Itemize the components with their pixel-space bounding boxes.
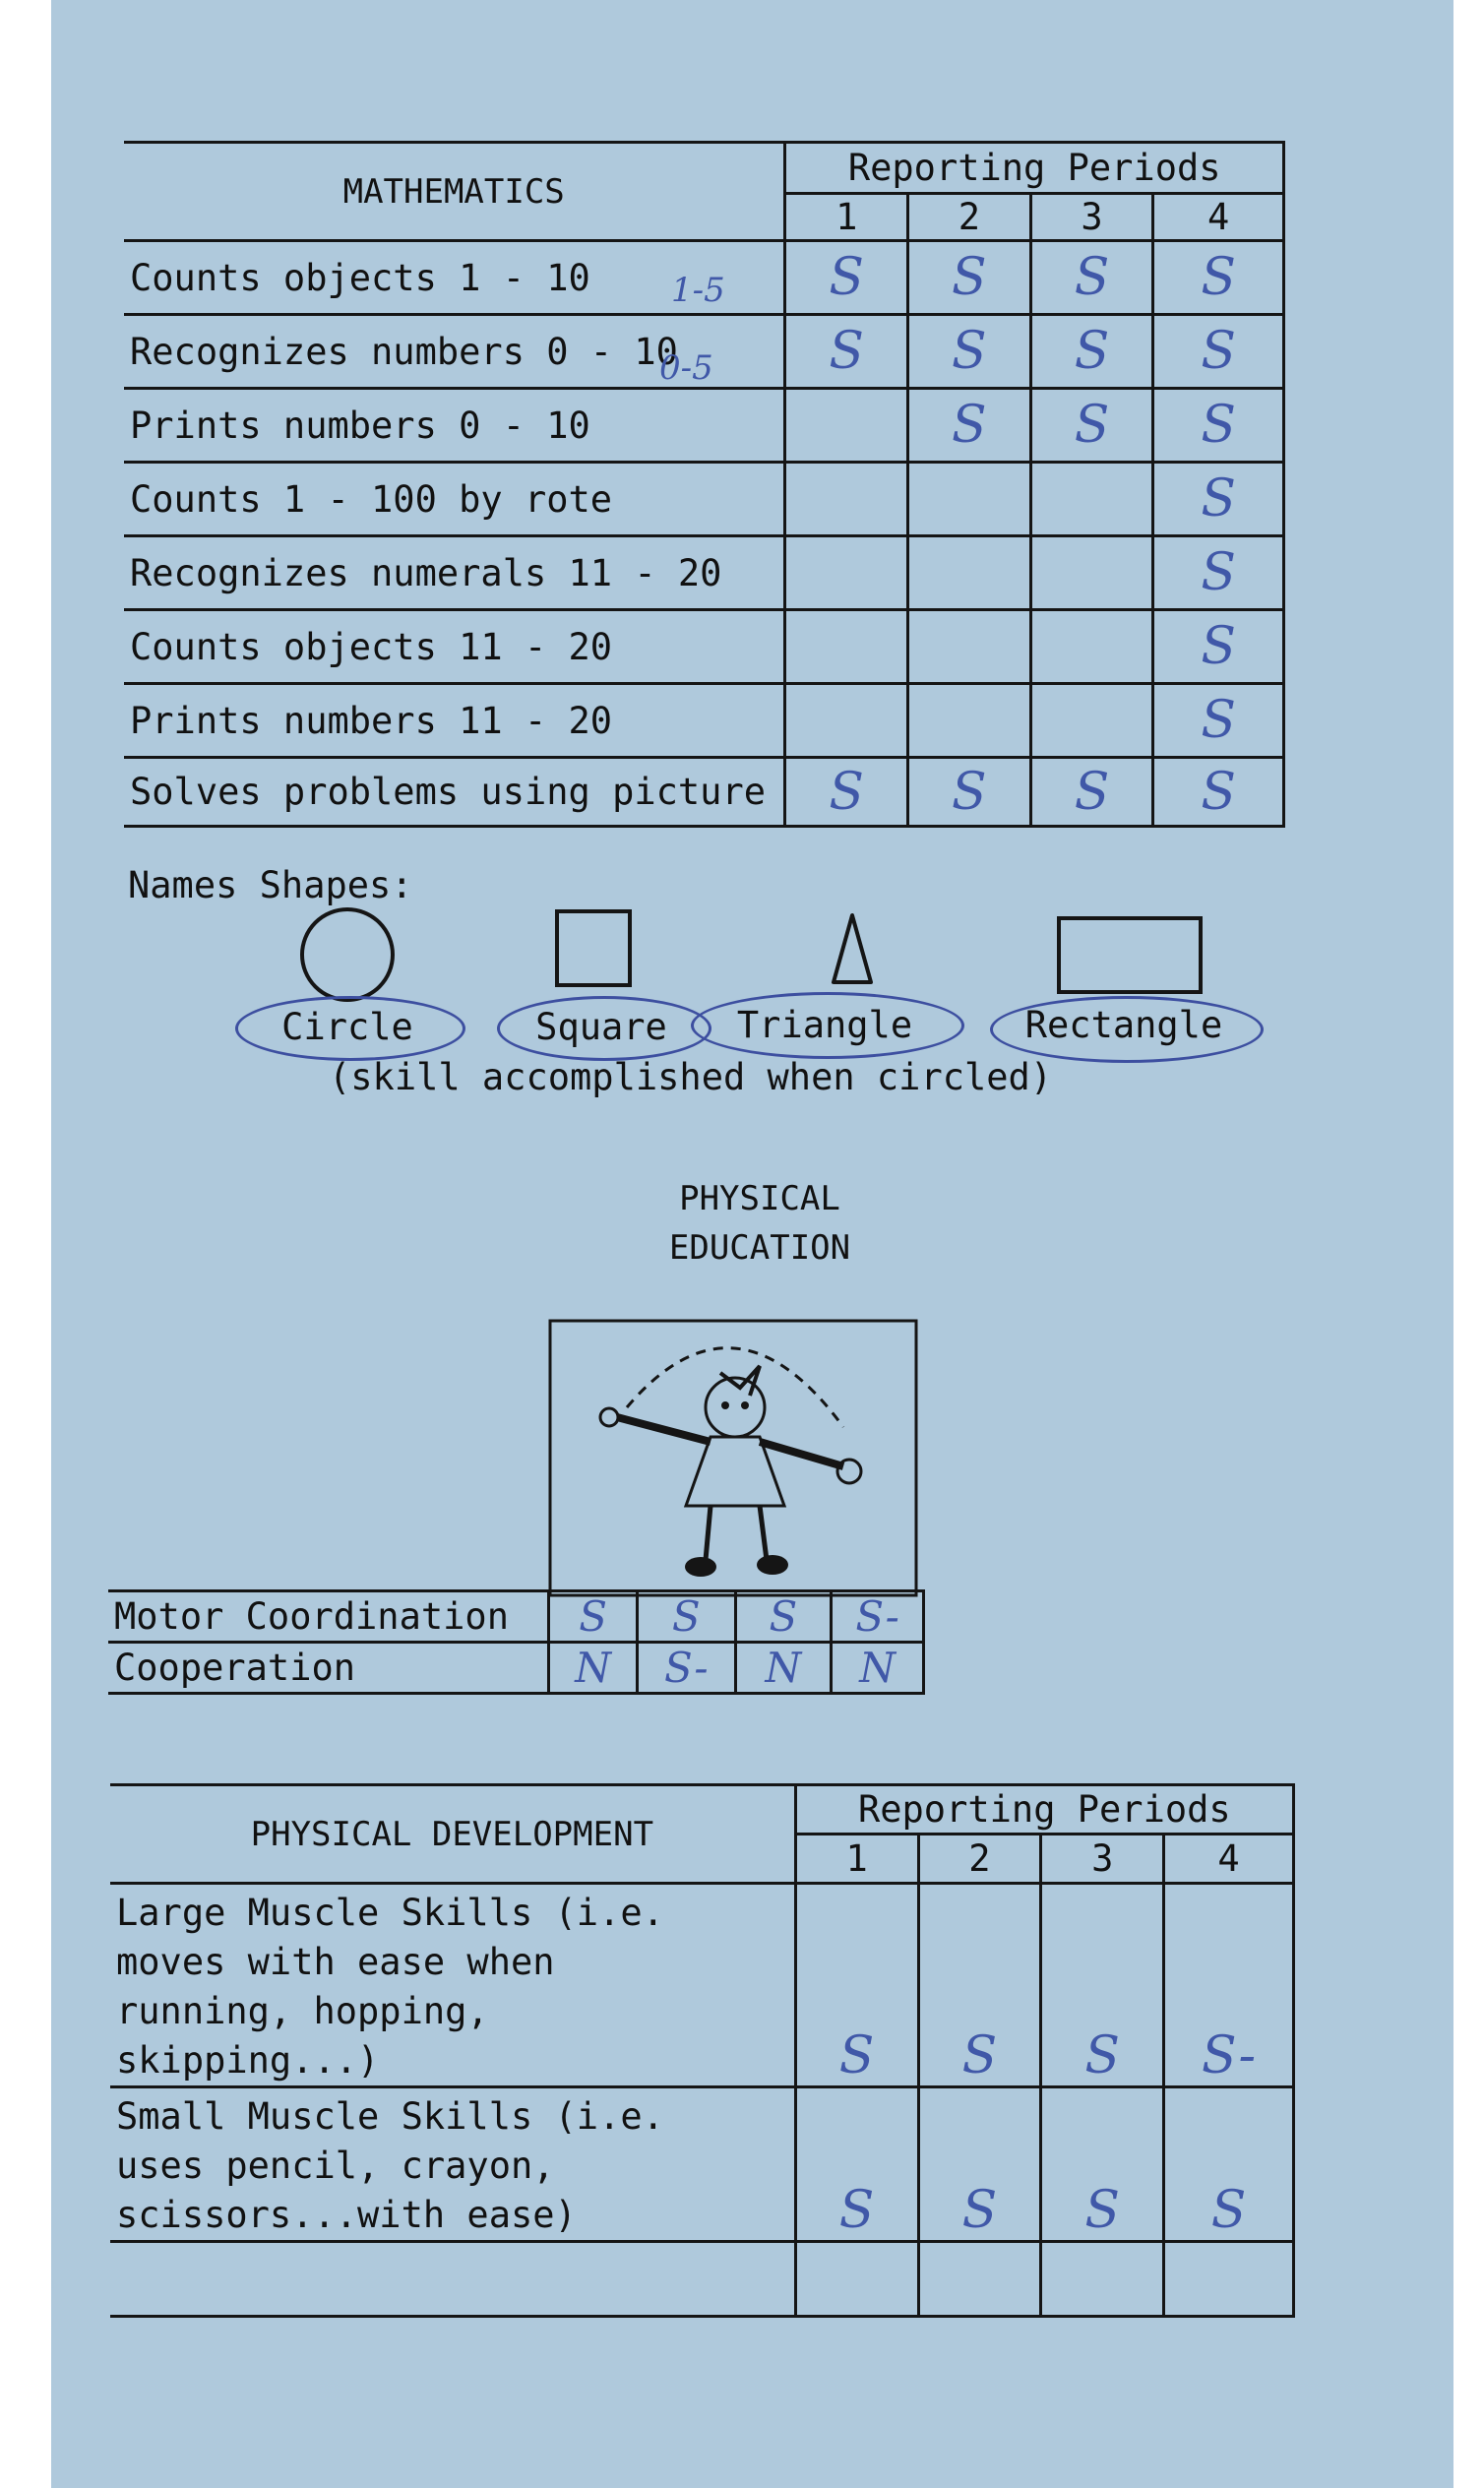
grade-mark xyxy=(785,389,908,463)
skill-description xyxy=(110,1884,795,2087)
grade-mark: S xyxy=(785,758,908,827)
skill-label: Counts objects 11 - 20 xyxy=(124,610,785,684)
mathematics-title: MATHEMATICS xyxy=(124,143,785,241)
skill-label: Recognizes numerals 11 - 20 xyxy=(124,536,785,610)
skill-line: scissors...with ease) xyxy=(116,2194,577,2236)
grade-mark: S xyxy=(1153,315,1284,389)
skill-line: skipping...) xyxy=(116,2039,380,2082)
skill-line: Small Muscle Skills (i.e. xyxy=(116,2095,664,2138)
skill-label: Prints numbers 0 - 10 xyxy=(124,389,785,463)
physical-education-table xyxy=(108,1589,925,1695)
skill-label: Motor Coordination xyxy=(108,1591,549,1643)
period-4-header: 4 xyxy=(1153,194,1284,241)
rectangle-icon xyxy=(1059,918,1201,992)
grade-mark xyxy=(908,536,1031,610)
grade-mark xyxy=(1030,463,1153,536)
grade-mark: S- xyxy=(1164,1884,1294,2087)
grade-mark: S xyxy=(1153,758,1284,827)
grade-mark xyxy=(785,463,908,536)
skill-line: moves with ease when xyxy=(116,1941,555,1983)
grade-mark: N xyxy=(549,1643,638,1694)
shapes-illustration xyxy=(51,901,1453,1009)
grade-mark xyxy=(1030,684,1153,758)
grade-mark: S xyxy=(908,758,1031,827)
grade-mark: S xyxy=(549,1591,638,1643)
grade-mark xyxy=(785,610,908,684)
table-row xyxy=(108,1643,924,1694)
shape-name: Triangle xyxy=(736,1004,913,1046)
skill-label: Solves problems using picture xyxy=(124,758,785,827)
grade-mark: S xyxy=(785,315,908,389)
mathematics-table xyxy=(124,141,1285,828)
grade-mark: S- xyxy=(832,1591,924,1643)
grade-mark: S xyxy=(795,1884,918,2087)
report-card-page xyxy=(51,0,1453,2488)
skill-line: uses pencil, crayon, xyxy=(116,2145,555,2187)
circle-icon xyxy=(302,909,393,1000)
grade-mark: S xyxy=(1041,2087,1164,2242)
skill-label: Recognizes numbers 0 - 10 xyxy=(124,315,785,389)
handwritten-note: 1-5 xyxy=(671,271,725,310)
period-2-header: 2 xyxy=(918,1835,1041,1884)
grade-mark: S xyxy=(1153,610,1284,684)
grade-mark: S xyxy=(908,315,1031,389)
grade-mark xyxy=(785,684,908,758)
physical-development-title: PHYSICAL DEVELOPMENT xyxy=(110,1785,795,1884)
skill-line: running, hopping, xyxy=(116,1990,489,2032)
skill-description xyxy=(110,2087,795,2242)
skill-label: Prints numbers 11 - 20 xyxy=(124,684,785,758)
period-2-header: 2 xyxy=(908,194,1031,241)
grade-mark: S xyxy=(1153,241,1284,315)
period-1-header: 1 xyxy=(785,194,908,241)
grade-mark xyxy=(908,610,1031,684)
shape-name: Circle xyxy=(281,1006,413,1048)
grade-mark: S xyxy=(735,1591,832,1643)
grade-mark: S xyxy=(637,1591,735,1643)
table-row xyxy=(124,389,1284,463)
grade-mark: S xyxy=(1153,389,1284,463)
physical-development-table xyxy=(110,1783,1295,2318)
period-1-header: 1 xyxy=(795,1835,918,1884)
table-row xyxy=(108,1591,924,1643)
table-row xyxy=(124,610,1284,684)
grade-mark: N xyxy=(832,1643,924,1694)
empty-cell xyxy=(110,2242,795,2317)
grade-mark xyxy=(785,536,908,610)
grade-mark: S xyxy=(785,241,908,315)
empty-cell xyxy=(918,2242,1041,2317)
empty-cell xyxy=(1164,2242,1294,2317)
square-icon xyxy=(557,911,630,985)
skill-line: Large Muscle Skills (i.e. xyxy=(116,1892,664,1934)
jump-rope-girl-icon xyxy=(548,1319,922,1597)
table-row xyxy=(110,2242,1294,2317)
grade-mark: S xyxy=(1030,241,1153,315)
table-row xyxy=(124,758,1284,827)
grade-mark xyxy=(908,684,1031,758)
shapes-note: (skill accomplished when circled) xyxy=(329,1056,1053,1098)
grade-mark: S xyxy=(1030,389,1153,463)
period-3-header: 3 xyxy=(1041,1835,1164,1884)
skill-label: Counts objects 1 - 10 xyxy=(124,241,785,315)
triangle-icon xyxy=(834,915,871,982)
grade-mark: S xyxy=(1153,463,1284,536)
reporting-periods-header: Reporting Periods xyxy=(795,1785,1293,1835)
grade-mark xyxy=(1030,536,1153,610)
grade-mark: S xyxy=(1041,1884,1164,2087)
pe-title-line1: PHYSICAL xyxy=(679,1179,840,1218)
grade-mark: S xyxy=(908,389,1031,463)
grade-mark: S xyxy=(908,241,1031,315)
pe-title-line2: EDUCATION xyxy=(668,1228,851,1268)
grade-mark: S xyxy=(1153,684,1284,758)
reporting-periods-header: Reporting Periods xyxy=(785,143,1284,194)
empty-cell xyxy=(1041,2242,1164,2317)
skill-label: Cooperation xyxy=(108,1643,549,1694)
grade-mark xyxy=(1030,610,1153,684)
names-shapes-title: Names Shapes: xyxy=(128,864,413,906)
skill-label: Counts 1 - 100 by rote xyxy=(124,463,785,536)
grade-mark: S xyxy=(1153,536,1284,610)
grade-mark xyxy=(908,463,1031,536)
grade-mark: S xyxy=(918,1884,1041,2087)
empty-cell xyxy=(795,2242,918,2317)
table-row xyxy=(110,2087,1294,2242)
table-row xyxy=(124,684,1284,758)
grade-mark: S xyxy=(918,2087,1041,2242)
grade-mark: S xyxy=(1030,315,1153,389)
table-row xyxy=(124,463,1284,536)
shape-name: Rectangle xyxy=(1024,1004,1223,1046)
shape-name: Square xyxy=(535,1006,667,1048)
handwritten-note: 0-5 xyxy=(659,348,713,388)
grade-mark: S- xyxy=(637,1643,735,1694)
table-row xyxy=(110,1884,1294,2087)
grade-mark: S xyxy=(795,2087,918,2242)
period-4-header: 4 xyxy=(1164,1835,1294,1884)
period-3-header: 3 xyxy=(1030,194,1153,241)
grade-mark: S xyxy=(1164,2087,1294,2242)
table-row xyxy=(124,536,1284,610)
grade-mark: S xyxy=(1030,758,1153,827)
grade-mark: N xyxy=(735,1643,832,1694)
